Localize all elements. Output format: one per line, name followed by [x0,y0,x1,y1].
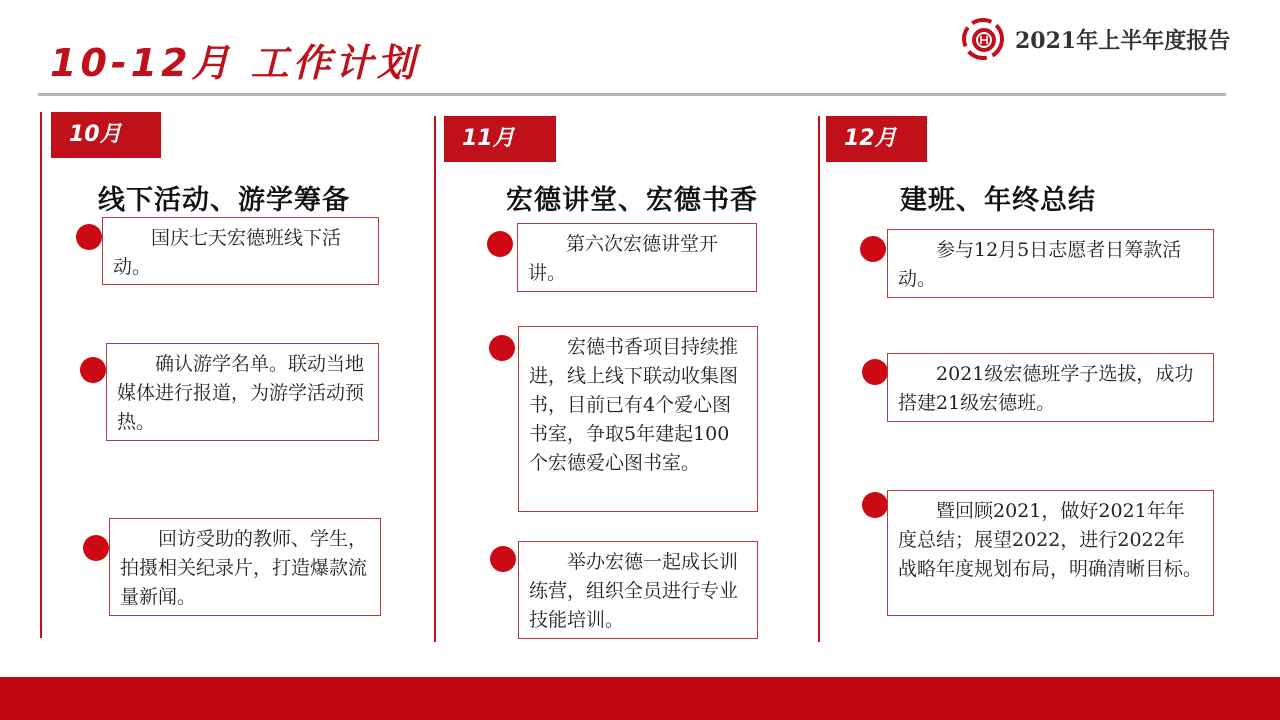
footer-bar [0,677,1280,720]
bullet-dot [862,492,888,518]
bullet-dot [860,236,886,262]
month-tag-dec: 12月 [826,116,927,162]
column-heading-oct: 线下活动、游学筹备 [98,185,350,216]
plan-item-box: 第六次宏德讲堂开讲。 [517,223,757,292]
bullet-dot [76,224,102,250]
bullet-dot [489,335,515,361]
plan-item-box: 举办宏德一起成长训练营，组织全员进行专业技能培训。 [518,541,758,639]
month-tag-nov: 11月 [444,116,556,162]
plan-item-box: 暨回顾2021，做好2021年年度总结；展望2022，进行2022年战略年度规划布局，明确清晰目标。 [887,490,1214,616]
plan-item-box: 确认游学名单。联动当地媒体进行报道，为游学活动预热。 [106,343,379,441]
swirl-logo-icon [962,18,1004,60]
timeline-line-nov [434,116,436,642]
bullet-dot [487,231,513,257]
bullet-dot [490,546,516,572]
column-heading-dec: 建班、年终总结 [900,185,1096,216]
bullet-dot [83,535,109,561]
report-label: 2021年上半年度报告 [1015,28,1231,54]
plan-item-box: 宏德书香项目持续推进，线上线下联动收集图书，目前已有4个爱心图书室，争取5年建起100个宏德爱心图书室。 [518,326,758,512]
plan-item-box: 回访受助的教师、学生，拍摄相关纪录片，打造爆款流量新闻。 [109,518,381,616]
plan-item-box: 2021级宏德班学子选拔，成功搭建21级宏德班。 [887,353,1214,422]
month-tag-oct: 10月 [51,112,161,158]
bullet-dot [80,357,106,383]
plan-item-box: 国庆七天宏德班线下活动。 [102,217,379,285]
page-title: 10-12月 工作计划 [50,41,419,85]
header-divider [38,93,1226,96]
column-heading-nov: 宏德讲堂、宏德书香 [506,185,758,216]
bullet-dot [862,359,888,385]
plan-item-box: 参与12月5日志愿者日筹款活动。 [887,229,1214,298]
timeline-line-oct [40,112,42,638]
timeline-line-dec [818,116,820,642]
